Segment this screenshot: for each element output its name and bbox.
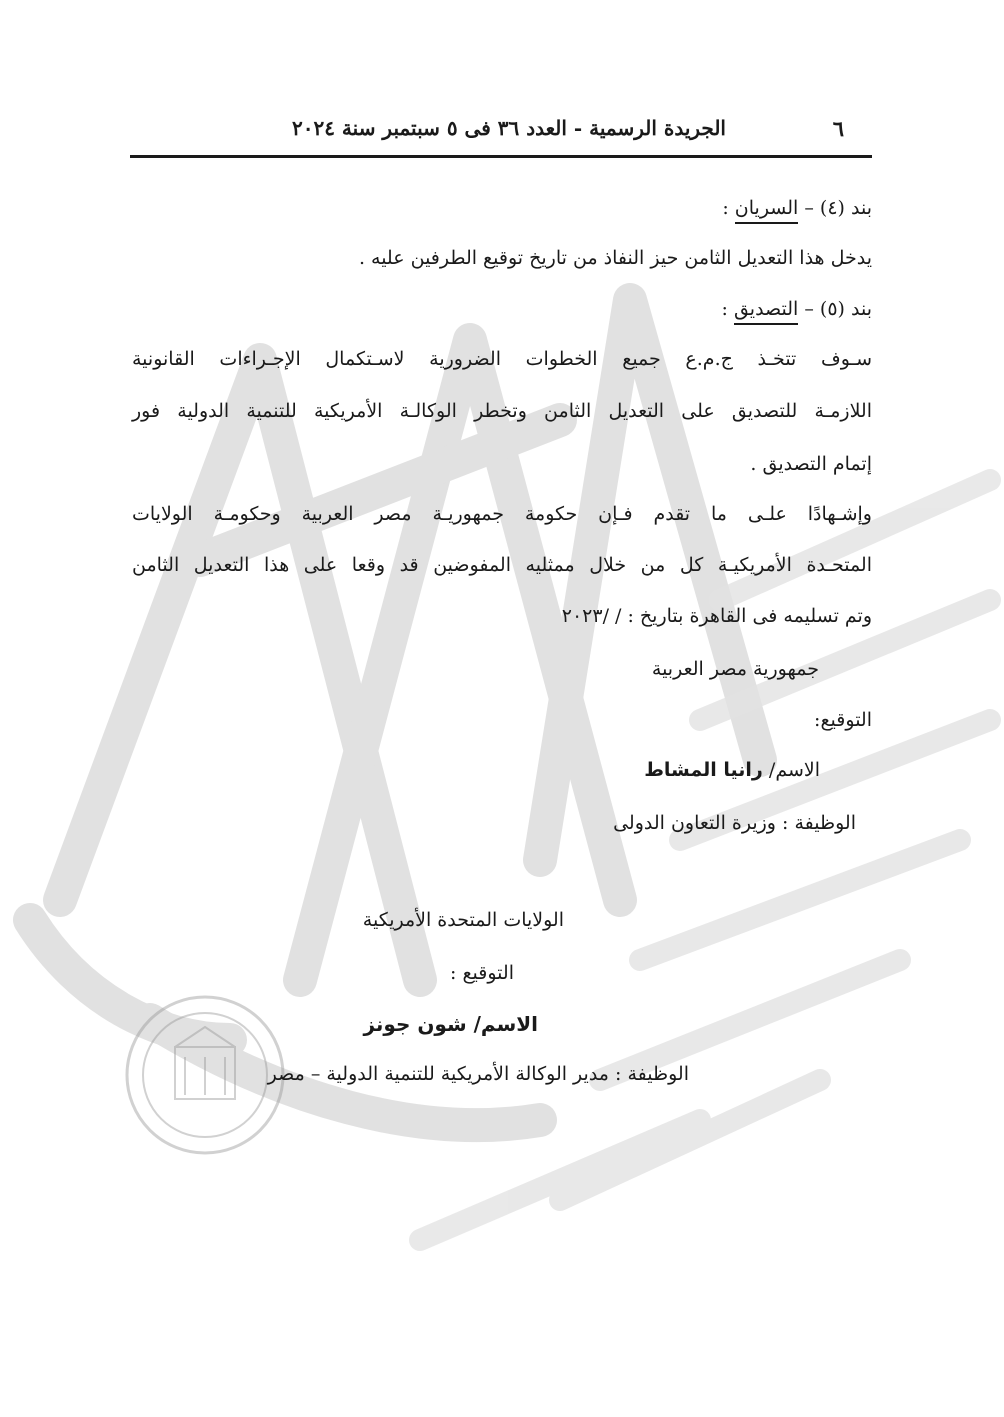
- witness-line-1: وإشـهادًا علـى ما تقدم فـإن حكومة جمهوريـة مصر العربية وحكومـة الولايات: [132, 503, 872, 525]
- clause5-prefix: بند (٥) –: [798, 298, 872, 320]
- egypt-party: جمهورية مصر العربية: [651, 658, 819, 680]
- clause4-suffix: :: [722, 197, 735, 219]
- clause5-title: التصديق: [734, 298, 798, 325]
- egypt-name-label: الاسم/: [762, 759, 820, 781]
- clause5-heading: [721, 294, 872, 324]
- header-rule: [130, 155, 872, 158]
- usa-signature-label: التوقيع :: [450, 962, 514, 984]
- clause4-heading: [722, 193, 872, 223]
- page-header: [132, 112, 872, 152]
- witness-line-3: وتم تسليمه فى القاهرة بتاريخ : / /٢٠٢٣: [561, 605, 872, 627]
- clause5-suffix: :: [721, 298, 734, 320]
- usa-party: الولايات المتحدة الأمريكية: [362, 909, 564, 931]
- egypt-name-line: [644, 755, 820, 785]
- usa-position: الوظيفة : مدير الوكالة الأمريكية للتنمية الدولية – مصر: [267, 1063, 689, 1085]
- clause4-body: يدخل هذا التعديل الثامن حيز النفاذ من تاريخ توقيع الطرفين عليه .: [358, 247, 872, 269]
- clause4-title: السريان: [735, 197, 799, 224]
- witness-line-2: المتحـدة الأمريكيـة كل من خلال ممثليه المفوضين قد وقعا على هذا التعديل الثامن: [132, 554, 872, 576]
- clause5-line-2: اللازمـة للتصديق على التعديل الثامن وتخطر الوكالـة الأمريكية للتنمية الدولية فور: [132, 400, 872, 422]
- egypt-signature-label: التوقيع:: [814, 709, 872, 731]
- clause4-prefix: بند (٤) –: [798, 197, 872, 219]
- clause5-line-1: سـوف تتخـذ ج.م.ع جميع الخطوات الضرورية لاسـتكمال الإجـراءات القانونية: [132, 348, 872, 370]
- seal-graphic: [127, 997, 283, 1153]
- clause5-line-3: إتمام التصديق .: [750, 453, 872, 475]
- usa-name: الاسم/ شون جونز: [363, 1012, 538, 1036]
- egypt-position: الوظيفة : وزيرة التعاون الدولى: [613, 812, 856, 834]
- egypt-name: رانيا المشاط: [644, 759, 763, 781]
- page-number: ٦: [832, 116, 844, 141]
- gazette-title: الجريدة الرسمية - العدد ٣٦ فى ٥ سبتمبر سنة ٢٠٢٤: [292, 116, 726, 140]
